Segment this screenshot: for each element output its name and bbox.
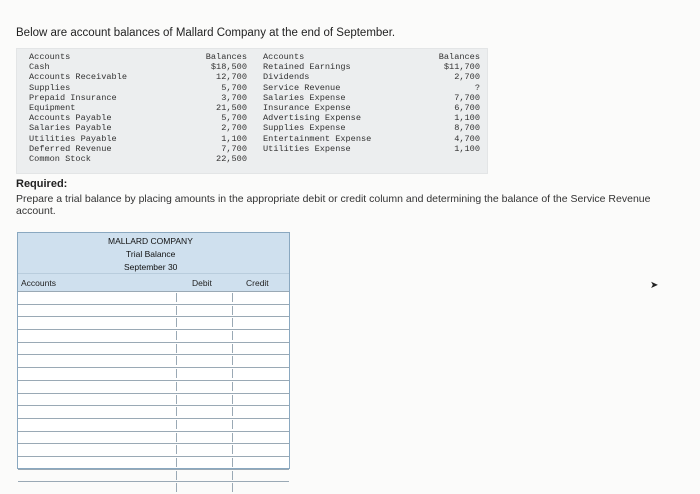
trial-balance-row bbox=[18, 481, 289, 494]
account-name: Dividends bbox=[263, 72, 310, 83]
account-name: Accounts Payable bbox=[29, 113, 112, 124]
accounts-column-header: Accounts bbox=[21, 278, 56, 288]
account-input-cell[interactable] bbox=[18, 445, 177, 454]
account-balance: 7,700 bbox=[221, 143, 247, 154]
statement-date: September 30 bbox=[124, 262, 178, 272]
trial-balance-row bbox=[18, 393, 289, 406]
account-input-cell[interactable] bbox=[18, 483, 177, 492]
mouse-cursor-icon: ➤ bbox=[650, 280, 659, 291]
debit-input-cell[interactable] bbox=[177, 356, 233, 365]
account-balance: 21,500 bbox=[216, 103, 247, 114]
account-balance: $11,700 bbox=[443, 62, 480, 73]
account-balances-table bbox=[16, 48, 488, 174]
account-name: Salaries Expense bbox=[263, 92, 346, 103]
right-balances-header: Balances bbox=[438, 52, 480, 62]
debit-input-cell[interactable] bbox=[177, 483, 233, 492]
trial-balance-row bbox=[18, 380, 289, 393]
company-name: MALLARD COMPANY bbox=[108, 236, 193, 246]
account-name: Utilities Expense bbox=[263, 143, 351, 154]
left-balances-header: Balances bbox=[205, 52, 247, 62]
required-title: Required: bbox=[16, 178, 68, 190]
account-name: Cash bbox=[29, 62, 50, 73]
debit-input-cell[interactable] bbox=[177, 369, 233, 378]
account-input-cell[interactable] bbox=[18, 356, 177, 365]
trial-balance-row bbox=[18, 316, 289, 329]
required-text: Prepare a trial balance by placing amounts in the appropriate debit or credit column and determining the balance of the Service Revenue account. bbox=[16, 193, 651, 217]
account-name: Supplies bbox=[29, 82, 71, 93]
debit-input-cell[interactable] bbox=[177, 306, 233, 315]
trial-balance-row bbox=[18, 342, 289, 355]
account-name: Utilities Payable bbox=[29, 133, 117, 144]
account-input-cell[interactable] bbox=[18, 458, 177, 467]
account-input-cell[interactable] bbox=[18, 344, 177, 353]
account-name: Equipment bbox=[29, 103, 76, 114]
debit-input-cell[interactable] bbox=[177, 471, 233, 480]
account-balance: $18,500 bbox=[210, 62, 247, 73]
trial-balance-row bbox=[18, 329, 289, 342]
debit-input-cell[interactable] bbox=[177, 318, 233, 327]
trial-balance-header bbox=[18, 233, 289, 273]
debit-input-cell[interactable] bbox=[177, 382, 233, 391]
trial-balance-row bbox=[18, 291, 289, 304]
debit-input-cell[interactable] bbox=[177, 395, 233, 404]
debit-input-cell[interactable] bbox=[177, 293, 233, 302]
right-accounts-header: Accounts bbox=[263, 52, 305, 62]
account-input-cell[interactable] bbox=[18, 331, 177, 340]
account-name: Accounts Receivable bbox=[29, 72, 127, 83]
left-accounts-header: Accounts bbox=[29, 52, 71, 62]
account-balance: 22,500 bbox=[216, 154, 247, 165]
account-balance: 2,700 bbox=[454, 72, 480, 83]
account-balance: 7,700 bbox=[454, 92, 480, 103]
right-accounts-column bbox=[263, 52, 371, 154]
trial-balance-worksheet bbox=[17, 232, 290, 469]
account-name: Common Stock bbox=[29, 154, 91, 165]
account-balance: 4,700 bbox=[454, 133, 480, 144]
trial-balance-row bbox=[18, 304, 289, 317]
account-balance: 1,100 bbox=[221, 133, 247, 144]
debit-input-cell[interactable] bbox=[177, 445, 233, 454]
account-balance: 2,700 bbox=[221, 123, 247, 134]
account-balance: 1,100 bbox=[454, 143, 480, 154]
debit-input-cell[interactable] bbox=[177, 458, 233, 467]
account-balance: 5,700 bbox=[221, 82, 247, 93]
account-input-cell[interactable] bbox=[18, 407, 177, 416]
account-balance: ? bbox=[474, 82, 480, 93]
account-name: Prepaid Insurance bbox=[29, 92, 117, 103]
account-balance: 6,700 bbox=[454, 103, 480, 114]
account-input-cell[interactable] bbox=[18, 433, 177, 442]
credit-column-header: Credit bbox=[246, 278, 269, 288]
debit-input-cell[interactable] bbox=[177, 433, 233, 442]
trial-balance-row bbox=[18, 456, 289, 469]
left-balances-column bbox=[197, 52, 247, 164]
right-balances-column bbox=[422, 52, 480, 154]
account-balance: 3,700 bbox=[221, 92, 247, 103]
account-input-cell[interactable] bbox=[18, 382, 177, 391]
account-input-cell[interactable] bbox=[18, 420, 177, 429]
account-balance: 1,100 bbox=[454, 113, 480, 124]
account-input-cell[interactable] bbox=[18, 395, 177, 404]
account-name: Advertising Expense bbox=[263, 113, 361, 124]
statement-title: Trial Balance bbox=[126, 249, 176, 259]
trial-balance-row bbox=[18, 367, 289, 380]
debit-input-cell[interactable] bbox=[177, 420, 233, 429]
trial-balance-row bbox=[18, 431, 289, 444]
trial-balance-row bbox=[18, 443, 289, 456]
account-balance: 12,700 bbox=[216, 72, 247, 83]
account-input-cell[interactable] bbox=[18, 318, 177, 327]
account-input-cell[interactable] bbox=[18, 293, 177, 302]
intro-text: Below are account balances of Mallard Company at the end of September. bbox=[16, 27, 396, 39]
account-input-cell[interactable] bbox=[18, 471, 177, 480]
trial-balance-row bbox=[18, 405, 289, 418]
account-name: Deferred Revenue bbox=[29, 143, 112, 154]
account-name: Supplies Expense bbox=[263, 123, 346, 134]
account-name: Insurance Expense bbox=[263, 103, 351, 114]
trial-balance-rows bbox=[18, 291, 289, 494]
column-headers bbox=[18, 273, 289, 292]
debit-input-cell[interactable] bbox=[177, 331, 233, 340]
account-name: Retained Earnings bbox=[263, 62, 351, 73]
account-balance: 5,700 bbox=[221, 113, 247, 124]
debit-column-header: Debit bbox=[192, 278, 212, 288]
left-accounts-column bbox=[29, 52, 127, 164]
account-input-cell[interactable] bbox=[18, 369, 177, 378]
trial-balance-row bbox=[18, 418, 289, 431]
account-name: Salaries Payable bbox=[29, 123, 112, 134]
account-balance: 8,700 bbox=[454, 123, 480, 134]
account-name: Service Revenue bbox=[263, 82, 341, 93]
account-input-cell[interactable] bbox=[18, 306, 177, 315]
debit-input-cell[interactable] bbox=[177, 407, 233, 416]
debit-input-cell[interactable] bbox=[177, 344, 233, 353]
account-name: Entertainment Expense bbox=[263, 133, 372, 144]
trial-balance-row bbox=[18, 354, 289, 367]
trial-balance-row bbox=[18, 469, 289, 482]
